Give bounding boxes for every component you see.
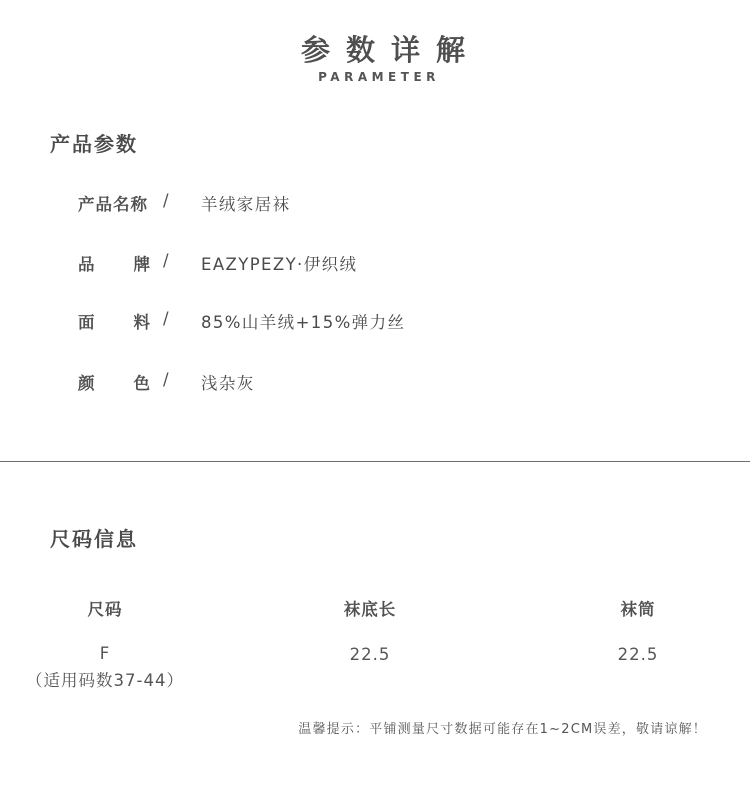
product-params-heading: 产品参数 bbox=[50, 132, 138, 156]
sole-length-value: 22.5 bbox=[349, 645, 391, 664]
tube-value: 22.5 bbox=[617, 645, 659, 664]
param-label-color-char-1: 颜 bbox=[78, 374, 95, 393]
param-label-fabric bbox=[78, 309, 150, 333]
param-label-name: 产品名称 bbox=[78, 195, 148, 214]
size-info-heading: 尺码信息 bbox=[50, 527, 138, 551]
param-label-brand-char-1: 品 bbox=[78, 255, 95, 274]
param-separator: / bbox=[163, 370, 169, 389]
param-label-brand-char-2: 牌 bbox=[133, 255, 150, 274]
sole-length-column-header: 袜底长 bbox=[343, 600, 397, 619]
page-title: 参数详解 bbox=[300, 33, 481, 67]
param-label-fabric-char-2: 料 bbox=[133, 313, 150, 332]
param-row-fabric bbox=[0, 309, 750, 339]
param-row-brand bbox=[0, 251, 750, 281]
tube-column-header: 袜筒 bbox=[620, 600, 656, 619]
param-separator: / bbox=[163, 251, 169, 270]
param-separator: / bbox=[163, 191, 169, 210]
page-subtitle: PARAMETER bbox=[318, 70, 440, 84]
param-value-color: 浅杂灰 bbox=[201, 374, 255, 393]
param-row-color bbox=[0, 370, 750, 400]
size-range-note: （适用码数37-44） bbox=[26, 671, 184, 690]
size-column-header: 尺码 bbox=[87, 600, 123, 619]
param-value-fabric: 85%山羊绒+15%弹力丝 bbox=[201, 313, 406, 332]
param-value-name: 羊绒家居袜 bbox=[201, 195, 291, 214]
param-label-fabric-char-1: 面 bbox=[78, 313, 95, 332]
param-separator: / bbox=[163, 309, 169, 328]
param-label-color bbox=[78, 370, 150, 394]
param-label-color-char-2: 色 bbox=[133, 374, 150, 393]
param-row-name bbox=[0, 191, 750, 221]
size-value: F bbox=[99, 644, 111, 663]
param-value-brand: EAZYPEZY·伊织绒 bbox=[201, 255, 358, 274]
measurement-note: 温馨提示：平铺测量尺寸数据可能存在1~2CM误差，敬请谅解！ bbox=[298, 722, 707, 737]
param-label-brand bbox=[78, 251, 150, 275]
section-divider bbox=[0, 461, 750, 462]
